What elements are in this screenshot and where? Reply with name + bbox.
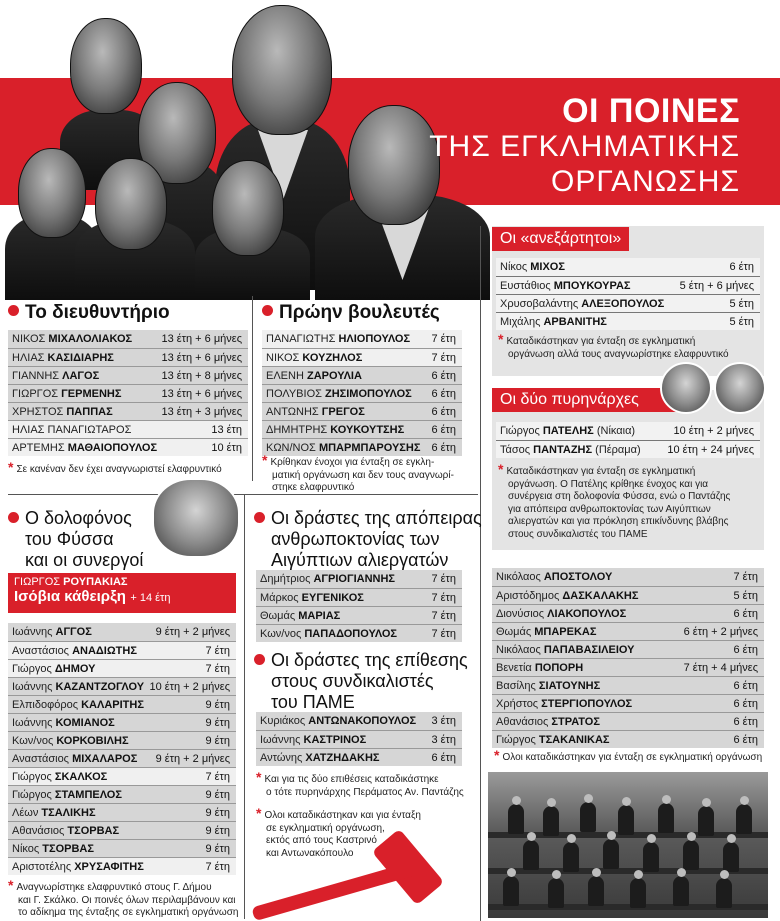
directorate-title: Το διευθυντήριο (8, 302, 170, 324)
independents-label: Οι «ανεξάρτητοι» (492, 227, 629, 251)
page-subtitle-line1: ΤΗΣ ΕΓΚΛΗΜΑΤΙΚΗΣ (429, 130, 740, 163)
independents-table (496, 258, 760, 330)
directorate-note: * Σε κανέναν δεν έχει αναγνωριστεί ελαφρυντικό (8, 459, 222, 475)
leaders-table (496, 422, 760, 458)
table-row: Μάρκος ΕΥΓΕΝΙΚΟΣ 7 έτη (256, 588, 462, 606)
bullet-dot-icon (254, 654, 265, 665)
portrait-face (348, 105, 440, 225)
table-row: ΗΛΙΑΣ ΠΑΝΑΓΙΩΤΑΡΟΣ 13 έτη (8, 420, 248, 438)
table-row: Θωμάς ΜΑΡΙΑΣ 7 έτη (256, 606, 462, 624)
table-row: Αθανάσιος ΣΤΡΑΤΟΣ 6 έτη (492, 712, 764, 730)
table-row: Ιωάννης ΚΑΖΑΝΤΖΟΓΛΟΥ 10 έτη + 2 μήνες (8, 677, 236, 695)
column-divider (252, 296, 253, 481)
portrait-face (95, 158, 167, 250)
pame-title: Οι δράστες της επίθεσης στους συνδικαλιστές του ΠΑΜΕ (254, 650, 468, 713)
independents-note: * Καταδικάστηκαν για ένταξη σε εγκληματική οργάνωση αλλά τους αναγνωρίστηκε ελαφρυντικό (498, 331, 729, 360)
table-row: Αθανάσιος ΤΣΟΡΒΑΣ 9 έτη (8, 821, 236, 839)
column-divider (480, 226, 481, 921)
table-row: Γιώργος ΔΗΜΟΥ 7 έτη (8, 659, 236, 677)
table-row: Λέων ΤΣΑΛΙΚΗΣ 9 έτη (8, 803, 236, 821)
bullet-dot-icon (8, 305, 19, 316)
table-row: Αναστάσιος ΜΙΧΑΛΑΡΟΣ 9 έτη + 2 μήνες (8, 749, 236, 767)
former-mps-table (262, 330, 462, 456)
page-subtitle-line2: ΟΡΓΑΝΩΣΗΣ (551, 165, 740, 198)
portrait-face (70, 18, 142, 114)
bullet-dot-icon (254, 512, 265, 523)
section-divider (8, 494, 478, 495)
others-note: * Ολοι καταδικάστηκαν για ένταξη σε εγκληματική οργάνωση (494, 747, 763, 763)
table-row: Βενετία ΠΟΠΟΡΗ 7 έτη + 4 μήνες (492, 658, 764, 676)
former-mps-note: * Κρίθηκαν ένοχοι για ένταξη σε εγκλη- ματική οργάνωση και δεν τους αναγνωρί- στηκε ελαφρυντικό (262, 452, 454, 493)
table-row: Κων/νος ΠΑΠΑΔΟΠΟΥΛΟΣ 7 έτη (256, 624, 462, 642)
table-row: ΓΙΑΝΝΗΣ ΛΑΓΟΣ 13 έτη + 8 μήνες (8, 366, 248, 384)
table-row: Νίκος ΜΙΧΟΣ 6 έτη (496, 258, 760, 276)
table-row: Ιωάννης ΚΑΣΤΡΙΝΟΣ 3 έτη (256, 730, 462, 748)
table-row: ΚΩΝ/ΝΟΣ ΜΠΑΡΜΠΑΡΟΥΣΗΣ 6 έτη (262, 438, 462, 456)
table-row: ΗΛΙΑΣ ΚΑΣΙΔΙΑΡΗΣ 13 έτη + 6 μήνες (8, 348, 248, 366)
leader-photo-patelis (660, 362, 712, 414)
killer-note: * Αναγνωρίστηκε ελαφρυντικό στους Γ. Δήμου και Γ. Σκάλκο. Οι ποινές όλων περιλαμβάνουν και το αδίκημα της ένταξης σε εγκληματική οργάνωση (8, 877, 239, 918)
table-row: ΑΡΤΕΜΗΣ ΜΑΘΑΙΟΠΟΥΛΟΣ 10 έτη (8, 438, 248, 456)
leaders-note: * Καταδικάστηκαν για ένταξη σε εγκληματική οργάνωση. Ο Πατέλης κρίθηκε ένοχος και για συνέργεια στη δολοφονία Φύσσα, ενώ ο Παντάζης για απόπειρα ανθρωποκτονίας των Αιγύπτιων αλιεργατών και για πρόκληση επικίνδυνης βλάβης στους συνδικαλιστές του ΠΑΜΕ (498, 461, 731, 540)
bullet-dot-icon (8, 512, 19, 523)
defendants-photo-collage (0, 0, 500, 300)
leader-photo-pantazis (714, 362, 766, 414)
table-row: Ιωάννης ΑΓΓΟΣ 9 έτη + 2 μήνες (8, 623, 236, 641)
killer-title: Ο δολοφόνος του Φύσσα και οι συνεργοί (8, 508, 143, 571)
others-table (492, 568, 764, 748)
pame-table (256, 712, 462, 766)
table-row: ΧΡΗΣΤΟΣ ΠΑΠΠΑΣ 13 έτη + 3 μήνες (8, 402, 248, 420)
table-row: ΠΑΝΑΓΙΩΤΗΣ ΗΛΙΟΠΟΥΛΟΣ 7 έτη (262, 330, 462, 348)
roupakias-box: ΓΙΩΡΓΟΣ ΡΟΥΠΑΚΙΑΣ Ισόβια κάθειρξη + 14 έτη (8, 573, 236, 613)
pame-note-2: * Ολοι καταδικάστηκαν και για ένταξη σε εγκληματική οργάνωση, εκτός από τους Καστρινό και Αντωνακόπουλο (256, 805, 421, 859)
table-row: Αριστοτέλης ΧΡΥΣΑΦΙΤΗΣ 7 έτη (8, 857, 236, 875)
table-row: Μιχάλης ΑΡΒΑΝΙΤΗΣ 5 έτη (496, 312, 760, 330)
table-row: Ιωάννης ΚΟΜΙΑΝΟΣ 9 έτη (8, 713, 236, 731)
portrait-face (232, 5, 332, 135)
killer-accomplices-table (8, 623, 236, 875)
table-row: Ελπιδοφόρος ΚΑΛΑΡΙΤΗΣ 9 έτη (8, 695, 236, 713)
table-row: ΕΛΕΝΗ ΖΑΡΟΥΛΙΑ 6 έτη (262, 366, 462, 384)
table-row: ΝΙΚΟΣ ΚΟΥΖΗΛΟΣ 7 έτη (262, 348, 462, 366)
table-row: Κυριάκος ΑΝΤΩΝΑΚΟΠΟΥΛΟΣ 3 έτη (256, 712, 462, 730)
table-row: Αντώνης ΧΑΤΖΗΔΑΚΗΣ 6 έτη (256, 748, 462, 766)
portrait-face (212, 160, 284, 256)
directorate-table (8, 330, 248, 456)
table-row: Νίκος ΤΣΟΡΒΑΣ 9 έτη (8, 839, 236, 857)
table-row: Χρυσοβαλάντης ΑΛΕΞΟΠΟΥΛΟΣ 5 έτη (496, 294, 760, 312)
parliament-trial-photo (488, 772, 768, 918)
pame-note-1: * Και για τις δύο επιθέσεις καταδικάστηκε ο τότε πυρηνάρχης Περάματος Αν. Παντάζης (256, 769, 464, 798)
table-row: ΓΙΩΡΓΟΣ ΓΕΡΜΕΝΗΣ 13 έτη + 6 μήνες (8, 384, 248, 402)
table-row: ΠΟΛΥΒΙΟΣ ΖΗΣΙΜΟΠΟΥΛΟΣ 6 έτη (262, 384, 462, 402)
page-title: ΟΙ ΠΟΙΝΕΣ (562, 92, 740, 130)
table-row: ΑΝΤΩΝΗΣ ΓΡΕΓΟΣ 6 έτη (262, 402, 462, 420)
table-row: Ευστάθιος ΜΠΟΥΚΟΥΡΑΣ 5 έτη + 6 μήνες (496, 276, 760, 294)
table-row: Αναστάσιος ΑΝΑΔΙΩΤΗΣ 7 έτη (8, 641, 236, 659)
table-row: Γιώργος ΣΤΑΜΠΕΛΟΣ 9 έτη (8, 785, 236, 803)
table-row: ΔΗΜΗΤΡΗΣ ΚΟΥΚΟΥΤΣΗΣ 6 έτη (262, 420, 462, 438)
table-row: ΝΙΚΟΣ ΜΙΧΑΛΟΛΙΑΚΟΣ 13 έτη + 6 μήνες (8, 330, 248, 348)
egyptians-title: Οι δράστες της απόπειρας ανθρωποκτονίας των Αιγύπτιων αλιεργατών (254, 508, 482, 571)
table-row: Κων/νος ΚΟΡΚΟΒΙΛΗΣ 9 έτη (8, 731, 236, 749)
former-mps-title: Πρώην βουλευτές (262, 302, 440, 324)
roupakias-photo (152, 478, 240, 558)
table-row: Νικόλαος ΑΠΟΣΤΟΛΟΥ 7 έτη (492, 568, 764, 586)
table-row: Βασίλης ΣΙΑΤΟΥΝΗΣ 6 έτη (492, 676, 764, 694)
table-row: Γιώργος ΠΑΤΕΛΗΣ (Νίκαια) 10 έτη + 2 μήνες (496, 422, 760, 440)
table-row: Αριστόδημος ΔΑΣΚΑΛΑΚΗΣ 5 έτη (492, 586, 764, 604)
egyptians-table (256, 570, 462, 642)
table-row: Δημήτριος ΑΓΡΙΟΓΙΑΝΝΗΣ 7 έτη (256, 570, 462, 588)
table-row: Τάσος ΠΑΝΤΑΖΗΣ (Πέραμα) 10 έτη + 24 μήνες (496, 440, 760, 458)
table-row: Γιώργος ΣΚΑΛΚΟΣ 7 έτη (8, 767, 236, 785)
table-row: Γιώργος ΤΣΑΚΑΝΙΚΑΣ 6 έτη (492, 730, 764, 748)
leaders-label: Οι δύο πυρηνάρχες (492, 388, 677, 412)
table-row: Χρήστος ΣΤΕΡΓΙΟΠΟΥΛΟΣ 6 έτη (492, 694, 764, 712)
table-row: Διονύσιος ΛΙΑΚΟΠΟΥΛΟΣ 6 έτη (492, 604, 764, 622)
table-row: Νικόλαος ΠΑΠΑΒΑΣΙΛΕΙΟΥ 6 έτη (492, 640, 764, 658)
table-row: Θωμάς ΜΠΑΡΕΚΑΣ 6 έτη + 2 μήνες (492, 622, 764, 640)
portrait-face (18, 148, 86, 238)
column-divider (244, 494, 245, 919)
bullet-dot-icon (262, 305, 273, 316)
